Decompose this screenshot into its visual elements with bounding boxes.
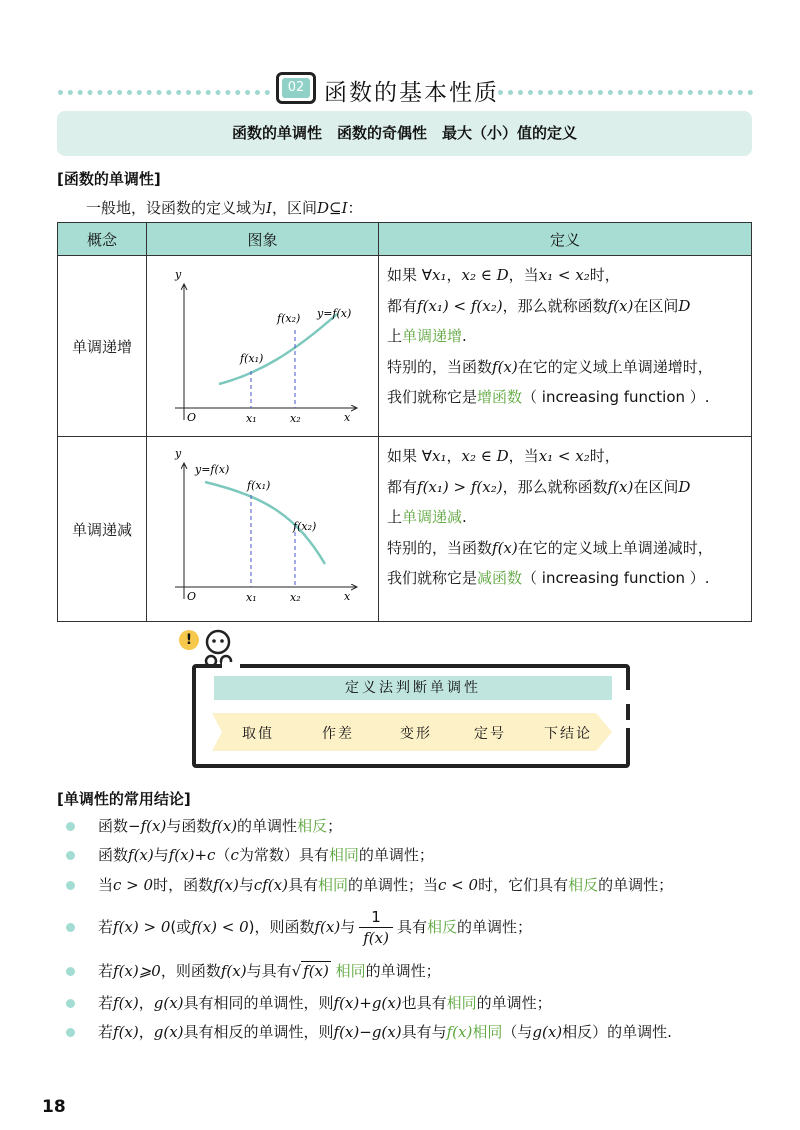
- definition-increasing: [379, 256, 752, 437]
- intro-interval: D⊆I: [316, 199, 348, 217]
- conclusions-list: [60, 812, 760, 1046]
- label-y: y: [175, 447, 182, 460]
- label-x1: x₁: [246, 591, 257, 604]
- label-x1: x₁: [246, 412, 257, 425]
- table-row-increasing: [58, 256, 752, 437]
- header-concept: 概念: [58, 223, 147, 256]
- topic-banner: 函数的单调性 函数的奇偶性 最大（小）值的定义: [57, 111, 752, 156]
- def-line-3: 上单调递减.: [387, 508, 467, 526]
- conclusions-heading: [单调性的常用结论]: [57, 790, 191, 808]
- section-title: 函数的基本性质: [324, 80, 499, 106]
- def-line-1: 如果 ∀x₁，x₂ ∈ D，当x₁ < x₂时，: [387, 447, 620, 465]
- fraction: $\frac{1}{f(x)}$: [359, 907, 393, 948]
- step-4: 定号: [474, 726, 506, 742]
- def-line-2: 都有f(x₁) > f(x₂)，那么就称函数f(x)在区间D: [387, 477, 691, 496]
- label-x2: x₂: [290, 412, 301, 425]
- label-y: y: [175, 268, 182, 281]
- header-definition: 定义: [379, 223, 752, 256]
- def-line-3: 上单调递增.: [387, 327, 467, 345]
- table-row-decreasing: [58, 437, 752, 622]
- intro-text: 一般地，设函数的定义域为: [86, 199, 267, 217]
- monotonicity-heading: [函数的单调性]: [57, 170, 161, 188]
- graph-increasing: [147, 256, 379, 437]
- method-title: 定义法判断单调性: [214, 676, 612, 700]
- label-fx1: f(x₁): [240, 352, 264, 365]
- list-item: 若f(x)，g(x)具有相同的单调性，则f(x)+g(x)也具有相同的单调性；: [60, 988, 760, 1018]
- step-1: 取值: [242, 726, 274, 742]
- list-item: 若f(x)⩾0，则函数f(x)与具有√ f(x) 相同的单调性；: [60, 954, 760, 988]
- label-x2: x₂: [290, 591, 301, 604]
- def-line-4: 特别的，当函数f(x)在它的定义域上单调递增时，: [387, 357, 713, 376]
- header-dots-right: [498, 90, 753, 95]
- increasing-graph-svg: [147, 258, 378, 430]
- header-dots-left: [58, 90, 270, 95]
- label-curve: y=f(x): [317, 307, 352, 320]
- label-x: x: [344, 411, 351, 424]
- step-3: 变形: [400, 726, 432, 742]
- method-steps: [212, 713, 612, 751]
- step-5: 下结论: [544, 726, 592, 742]
- decreasing-graph-svg: [147, 437, 378, 617]
- list-item: 若f(x) > 0(或f(x) < 0)，则函数f(x)与 $\frac{1}{f(x)}$ 具有相反的单调性；: [60, 900, 760, 954]
- definition-decreasing: [379, 437, 752, 622]
- label-fx2: f(x₂): [277, 312, 301, 325]
- definition-table: [57, 222, 752, 622]
- frame-gap: [222, 662, 240, 670]
- label-origin: O: [187, 590, 197, 603]
- list-item: 当c > 0时，函数f(x)与cf(x)具有相同的单调性；当c < 0时，它们具有相反的单调性；: [60, 870, 760, 900]
- def-line-4: 特别的，当函数f(x)在它的定义域上单调递减时，: [387, 538, 713, 557]
- def-line-1: 如果 ∀x₁，x₂ ∈ D，当x₁ < x₂时，: [387, 266, 620, 284]
- def-line-5: 我们就称它是减函数（ increasing function ）.: [387, 569, 710, 587]
- header-graph: 图象: [147, 223, 379, 256]
- concept-increasing: 单调递增: [58, 256, 147, 437]
- concept-decreasing: 单调递减: [58, 437, 147, 622]
- label-origin: O: [187, 411, 197, 424]
- label-x: x: [344, 590, 351, 603]
- def-line-5: 我们就称它是增函数（ increasing function ）.: [387, 388, 710, 406]
- intro-domain: I: [266, 199, 272, 217]
- page-number: 18: [42, 1097, 66, 1117]
- section-number-badge: [276, 72, 316, 104]
- frame-gap: [626, 720, 634, 728]
- list-item: 函数f(x)与f(x)+c（c为常数）具有相同的单调性；: [60, 840, 760, 870]
- section-number: 02: [282, 78, 310, 98]
- list-item: 若f(x)，g(x)具有相反的单调性，则f(x)−g(x)具有与f(x)相同（与g(x)相反）的单调性.: [60, 1018, 760, 1046]
- label-fx1: f(x₁): [247, 479, 271, 492]
- frame-gap: [626, 690, 634, 704]
- intro-text-2: ，区间: [271, 199, 317, 217]
- intro-colon: ：: [347, 199, 363, 217]
- step-2: 作差: [322, 726, 354, 742]
- warning-icon: !: [179, 630, 199, 650]
- monotonicity-intro: [86, 197, 363, 218]
- table-header-row: [58, 223, 752, 256]
- def-line-2: 都有f(x₁) < f(x₂)，那么就称函数f(x)在区间D: [387, 296, 691, 315]
- graph-decreasing: [147, 437, 379, 622]
- list-item: 函数−f(x)与函数f(x)的单调性相反；: [60, 812, 760, 840]
- label-curve: y=f(x): [195, 463, 230, 476]
- label-fx2: f(x₂): [293, 520, 317, 533]
